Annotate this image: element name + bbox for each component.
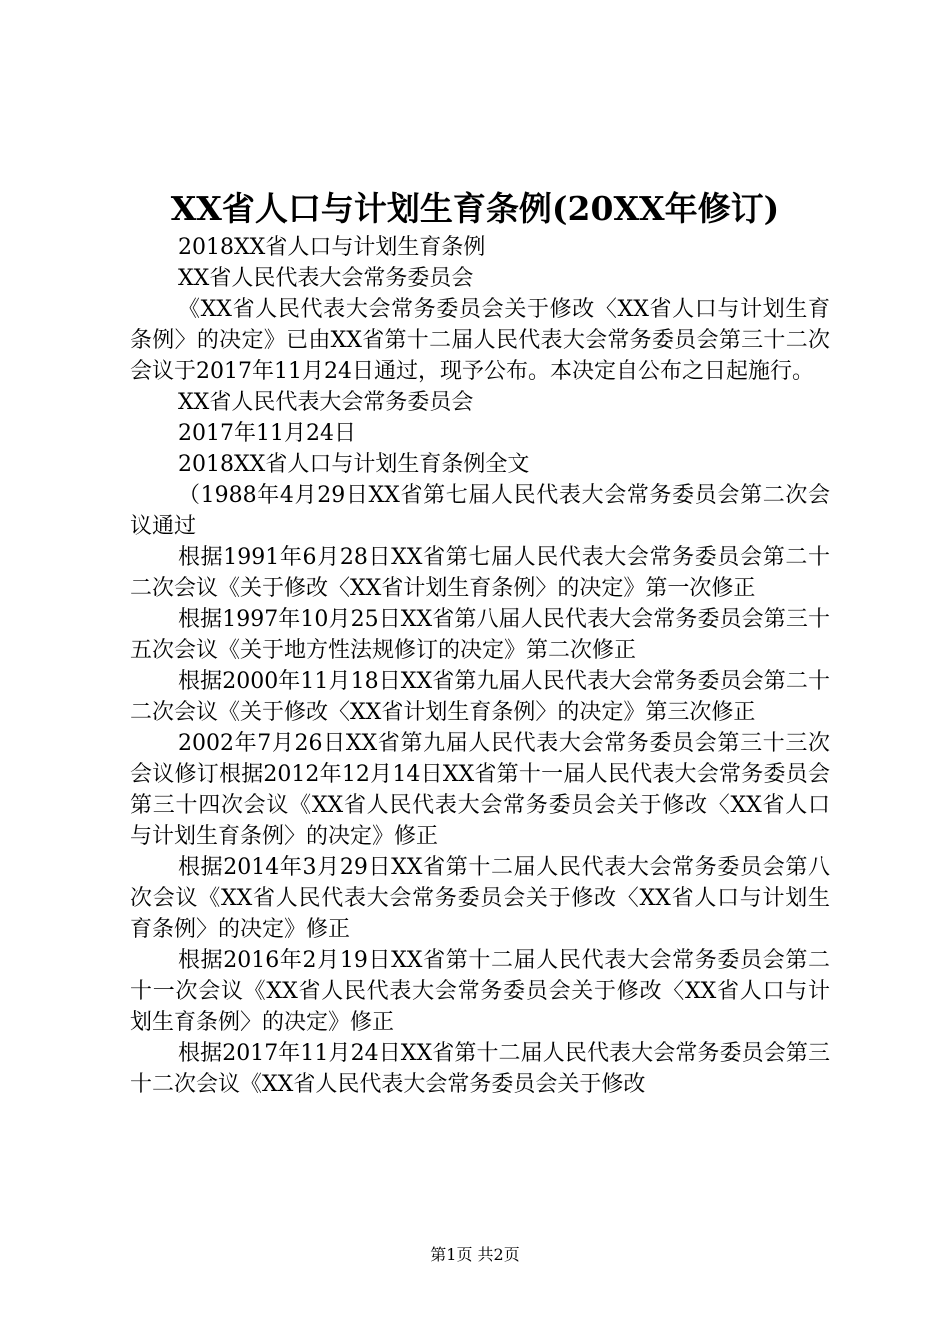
paragraph: 根据2000年11月18日XX省第九届人民代表大会常务委员会第二十二次会议《关于修改〈XX省计划生育条例〉的决定》第三次修正 <box>130 669 830 725</box>
paragraph: 2018XX省人口与计划生育条例全文 <box>178 452 530 477</box>
paragraph: 根据1991年6月28日XX省第七届人民代表大会常务委员会第二十二次会议《关于修改〈XX省计划生育条例〉的决定》第一次修正 <box>130 545 830 601</box>
paragraph: 根据2017年11月24日XX省第十二届人民代表大会常务委员会第三十二次会议《XX省人民代表大会常务委员会关于修改 <box>130 1041 830 1097</box>
paragraph: 根据2014年3月29日XX省第十二届人民代表大会常务委员会第八次会议《XX省人民代表大会常务委员会关于修改〈XX省人口与计划生育条例〉的决定》修正 <box>130 855 830 942</box>
page-number-footer: 第1页 共2页 <box>430 1245 520 1264</box>
paragraph: XX省人民代表大会常务委员会 <box>178 390 474 415</box>
paragraph: 2018XX省人口与计划生育条例 <box>178 235 486 260</box>
document-body <box>130 232 830 1100</box>
paragraph: XX省人民代表大会常务委员会 <box>178 266 474 291</box>
paragraph: 《XX省人民代表大会常务委员会关于修改〈XX省人口与计划生育条例〉的决定》已由XX省第十二届人民代表大会常务委员会第三十二次会议于2017年11月24日通过，现予公布。本决定自公布之日起施行。 <box>130 297 830 384</box>
document-title: XX省人口与计划生育条例(20XX年修订) <box>170 189 780 228</box>
paragraph: 根据2016年2月19日XX省第十二届人民代表大会常务委员会第二十一次会议《XX省人民代表大会常务委员会关于修改〈XX省人口与计划生育条例〉的决定》修正 <box>130 948 830 1035</box>
paragraph: （1988年4月29日XX省第七届人民代表大会常务委员会第二次会议通过 <box>130 483 830 539</box>
paragraph: 2017年11月24日 <box>178 421 356 446</box>
paragraph: 2002年7月26日XX省第九届人民代表大会常务委员会第三十三次会议修订根据2012年12月14日XX省第十一届人民代表大会常务委员会第三十四次会议《XX省人民代表大会常务委员会关于修改〈XX省人口与计划生育条例〉的决定》修正 <box>130 731 830 849</box>
paragraph: 根据1997年10月25日XX省第八届人民代表大会常务委员会第三十五次会议《关于地方性法规修订的决定》第二次修正 <box>130 607 830 663</box>
